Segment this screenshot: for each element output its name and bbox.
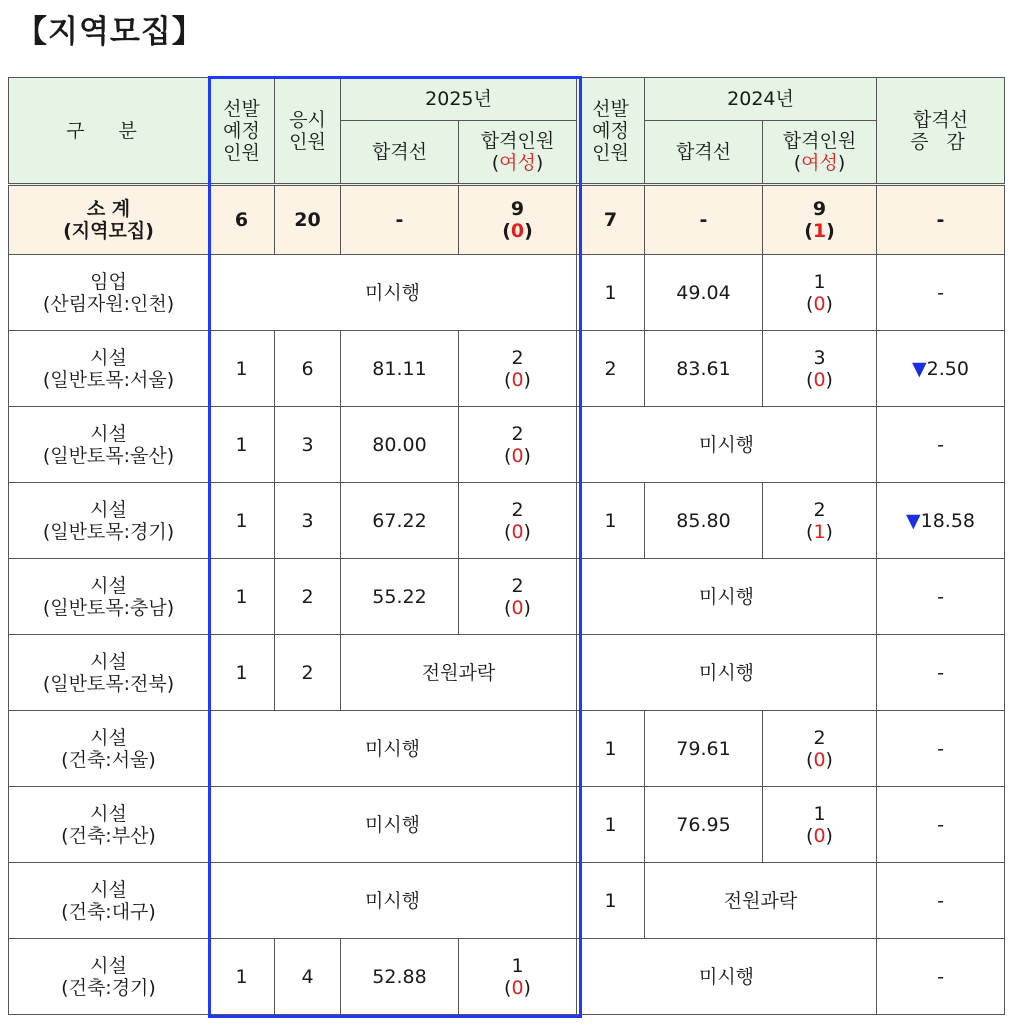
cell: 52.88 <box>341 939 459 1015</box>
page-title: 【지역모집】 <box>16 14 204 50</box>
table-row <box>9 559 1005 635</box>
cell: 20 <box>275 185 341 255</box>
header-category: 구 분 <box>9 78 209 185</box>
row-label: 시설 (일반토목:서울) <box>9 331 209 407</box>
header-selection-2025: 선발 예정 인원 <box>209 78 275 185</box>
cell: 1 (0) <box>763 787 877 863</box>
cell: 9 (0) <box>459 185 577 255</box>
down-triangle-icon: ▼ <box>912 357 927 380</box>
cell: 9 (1) <box>763 185 877 255</box>
cell: ▼2.50 <box>877 331 1005 407</box>
subtotal-label: 소 계 (지역모집) <box>9 185 209 255</box>
row-label: 시설 (건축:서울) <box>9 711 209 787</box>
row-label: 시설 (건축:대구) <box>9 863 209 939</box>
header-cutoff-2025: 합격선 <box>341 121 459 185</box>
header-cutoff-2024: 합격선 <box>645 121 763 185</box>
cell: 미시행 <box>209 711 577 787</box>
cell: 미시행 <box>209 787 577 863</box>
results-table <box>8 77 1005 1015</box>
table-row <box>9 787 1005 863</box>
cell: 1 <box>209 635 275 711</box>
table-row <box>9 483 1005 559</box>
cell: 6 <box>209 185 275 255</box>
cell: 1 <box>577 711 645 787</box>
cell: 2 (0) <box>459 559 577 635</box>
header-year-2025: 2025년 <box>341 78 577 121</box>
cell: 6 <box>275 331 341 407</box>
cell: - <box>877 711 1005 787</box>
cell: 1 <box>209 331 275 407</box>
table-row <box>9 331 1005 407</box>
cell: 2 (0) <box>459 483 577 559</box>
cell: 2 <box>275 559 341 635</box>
down-triangle-icon: ▼ <box>905 509 921 532</box>
cell: - <box>877 863 1005 939</box>
subtotal-row <box>9 185 1005 255</box>
cell: 3 (0) <box>763 331 877 407</box>
row-label: 시설 (일반토목:충남) <box>9 559 209 635</box>
cell: - <box>877 407 1005 483</box>
cell: 3 <box>275 407 341 483</box>
cell: 2 (1) <box>763 483 877 559</box>
cell: - <box>645 185 763 255</box>
cell: 2 (0) <box>459 407 577 483</box>
cell: 1 (0) <box>459 939 577 1015</box>
cell: - <box>877 939 1005 1015</box>
cell: 1 <box>577 483 645 559</box>
table-row <box>9 939 1005 1015</box>
cell: 1 <box>209 483 275 559</box>
header-passers-2025: 합격인원 (여성) <box>459 121 577 185</box>
header-selection-2024: 선발 예정 인원 <box>577 78 645 185</box>
cell: 1 <box>577 255 645 331</box>
cell: ▼18.58 <box>877 483 1005 559</box>
cell: 76.95 <box>645 787 763 863</box>
cell: 1 <box>209 407 275 483</box>
header-year-2024: 2024년 <box>645 78 877 121</box>
cell: 1 <box>577 863 645 939</box>
cell: 2 <box>275 635 341 711</box>
row-label: 시설 (건축:부산) <box>9 787 209 863</box>
cell: 미시행 <box>209 255 577 331</box>
cell: - <box>877 635 1005 711</box>
cell: 83.61 <box>645 331 763 407</box>
row-label: 시설 (일반토목:전북) <box>9 635 209 711</box>
table-row <box>9 711 1005 787</box>
row-label: 임업 (산림자원:인천) <box>9 255 209 331</box>
row-label: 시설 (건축:경기) <box>9 939 209 1015</box>
cell: 49.04 <box>645 255 763 331</box>
cell: 55.22 <box>341 559 459 635</box>
row-label: 시설 (일반토목:울산) <box>9 407 209 483</box>
cell: 85.80 <box>645 483 763 559</box>
table-row <box>9 635 1005 711</box>
cell: - <box>341 185 459 255</box>
cell: 전원과락 <box>645 863 877 939</box>
table-row <box>9 407 1005 483</box>
cell: 1 (0) <box>763 255 877 331</box>
cell: 7 <box>577 185 645 255</box>
cell: 전원과락 <box>341 635 577 711</box>
cell: 미시행 <box>577 407 877 483</box>
cell: - <box>877 185 1005 255</box>
row-label: 시설 (일반토목:경기) <box>9 483 209 559</box>
cell: 2 (0) <box>459 331 577 407</box>
table-row <box>9 255 1005 331</box>
cell: - <box>877 787 1005 863</box>
cell: 2 <box>577 331 645 407</box>
cell: 2 (0) <box>763 711 877 787</box>
cell: 4 <box>275 939 341 1015</box>
cell: 80.00 <box>341 407 459 483</box>
cell: 3 <box>275 483 341 559</box>
cell: 미시행 <box>209 863 577 939</box>
cell: 미시행 <box>577 939 877 1015</box>
cell: 81.11 <box>341 331 459 407</box>
cell: 1 <box>577 787 645 863</box>
table-header <box>9 78 1005 185</box>
cell: 79.61 <box>645 711 763 787</box>
cell: - <box>877 559 1005 635</box>
header-applicants: 응시 인원 <box>275 78 341 185</box>
header-change: 합격선 증 감 <box>877 78 1005 185</box>
cell: 67.22 <box>341 483 459 559</box>
cell: 1 <box>209 939 275 1015</box>
table-row <box>9 863 1005 939</box>
header-passers-2024: 합격인원 (여성) <box>763 121 877 185</box>
cell: 1 <box>209 559 275 635</box>
cell: 미시행 <box>577 635 877 711</box>
cell: - <box>877 255 1005 331</box>
cell: 미시행 <box>577 559 877 635</box>
